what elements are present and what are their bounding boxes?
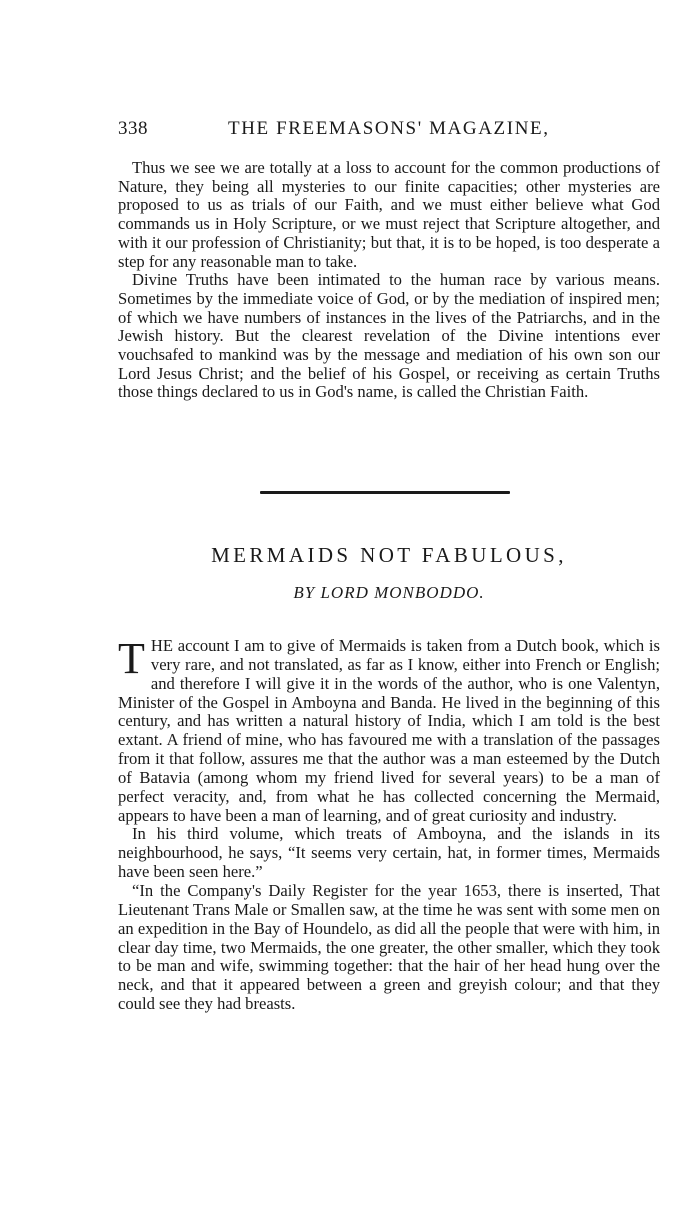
- drop-cap: T: [118, 634, 145, 683]
- article-title: MERMAIDS NOT FABULOUS,: [211, 543, 567, 567]
- article-body: [118, 634, 660, 1014]
- page-number: 338: [118, 118, 148, 139]
- article-paragraph: “In the Company's Daily Register for the year 1653, there is inserted, That Lieutenant Trans Male or Smallen saw, at the time he was sent with some men on an expedition in the Bay of Houndelo, as did all the people that were with him, in clear day time, two Mermaids, the one greater, the other smaller, which they took to be man and wife, swimming together: that the hair of her head hung over the neck, and that it appeared between a green and greyish colour; and that they could see they had breasts.: [118, 880, 660, 1014]
- article-paragraph: [118, 634, 660, 825]
- intro-paragraph: Thus we see we are totally at a loss to account for the common productions of Nature, they being all mysteries to our finite capacities; other mysteries are proposed to us as trials of our Faith, and we must either believe what God commands us in Holy Scripture, or we must reject that Scripture altogether, and with it our profession of Christianity; but that, it is to be hoped, is too desperate a step for any reasonable man to take.: [118, 158, 660, 271]
- intro-section: [118, 159, 660, 402]
- article-byline: BY LORD MONBODDO.: [293, 583, 485, 602]
- running-title: THE FREEMASONS' MAGAZINE,: [228, 118, 550, 139]
- intro-paragraph: Divine Truths have been intimated to the human race by various means. Sometimes by the immediate voice of God, or by the mediation of inspired men; of which we have numbers of instances in the lives of the Patriarchs, and in the Jewish history. But the clearest revelation of the Divine intentions ever vouchsafed to mankind was by the message and mediation of his own son our Lord Jesus Christ; and the belief of his Gospel, or receiving as certain Truths those things declared to us in God's name, is called the Christian Faith.: [118, 270, 660, 402]
- section-divider: [260, 491, 510, 494]
- article-paragraph: In his third volume, which treats of Amboyna, and the islands in its neighbourhood, he says, “It seems very certain, hat, in former times, Mermaids have been seen here.”: [118, 824, 660, 882]
- first-paragraph-text: HE account I am to give of Mermaids is taken from a Dutch book, which is very rare, and not translated, as far as I know, either into French or English; and therefore I will give it in the words of the author, who is one Valentyn, Minister of the Gospel in Amboyna and Banda. He lived in the beginning of this century, and has written a natural history of India, which I am told is the best extant. A friend of mine, who has favoured me with a translation of the passages from it that follow, assures me that the author was a man esteemed by the Dutch of Batavia (among whom my friend lived for several years) to be a man of perfect veracity, and, from what he has collected concerning the Mermaid, appears to have been a man of learning, and of great curiosity and industry.: [118, 636, 660, 825]
- page-header: [118, 118, 660, 142]
